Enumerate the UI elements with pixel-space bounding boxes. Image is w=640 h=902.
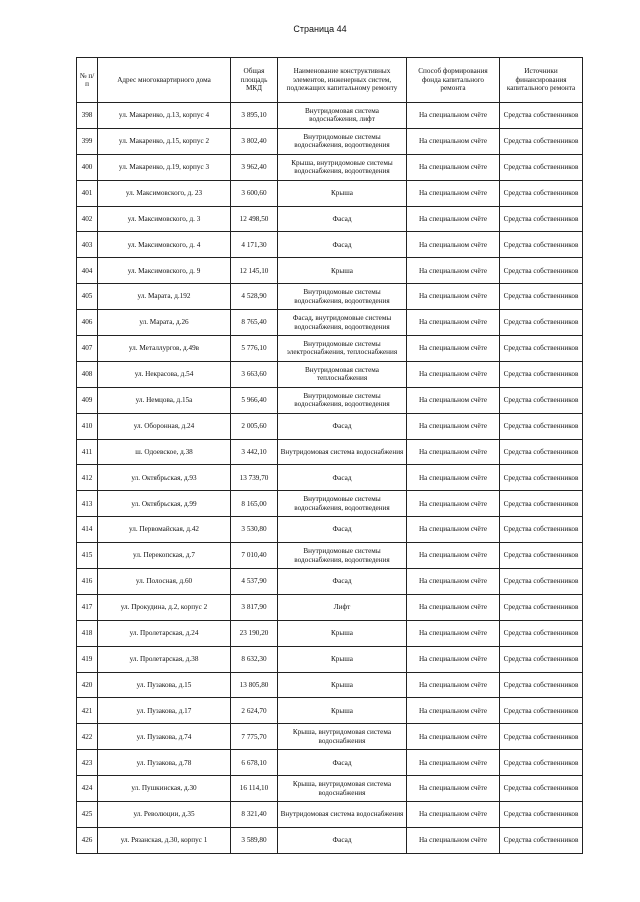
fund-method-cell: На специальном счёте (407, 491, 500, 517)
fund-method-cell: На специальном счёте (407, 310, 500, 336)
row-number-cell: 405 (77, 284, 98, 310)
table-row (77, 594, 583, 620)
repair-elements-cell: Крыша (278, 698, 407, 724)
address-cell: ул. Марата, д.192 (98, 284, 231, 310)
funding-source-cell: Средства собственников (500, 361, 583, 387)
funding-source-cell: Средства собственников (500, 336, 583, 362)
table-row (77, 232, 583, 258)
table-row (77, 491, 583, 517)
address-cell: ул. Марата, д.26 (98, 310, 231, 336)
funding-source-cell: Средства собственников (500, 103, 583, 129)
fund-method-cell: На специальном счёте (407, 206, 500, 232)
row-number-cell: 425 (77, 802, 98, 828)
repair-elements-cell: Крыша (278, 646, 407, 672)
address-cell: ул. Максимовского, д. 9 (98, 258, 231, 284)
funding-source-cell: Средства собственников (500, 310, 583, 336)
repair-elements-cell: Крыша (278, 620, 407, 646)
address-cell: ул. Пузакова, д.15 (98, 672, 231, 698)
row-number-cell: 415 (77, 543, 98, 569)
table-row (77, 439, 583, 465)
funding-source-cell: Средства собственников (500, 698, 583, 724)
fund-method-cell: На специальном счёте (407, 284, 500, 310)
address-cell: ул. Октябрьская, д.99 (98, 491, 231, 517)
funding-source-cell: Средства собственников (500, 465, 583, 491)
total-area-cell: 7 010,40 (231, 543, 278, 569)
col-header-elements: Наименование конструктивных элементов, инженерных систем, подлежащих капитальному ремонту (278, 58, 407, 103)
col-header-address: Адрес многоквартирного дома (98, 58, 231, 103)
funding-source-cell: Средства собственников (500, 180, 583, 206)
address-cell: ул. Перекопская, д.7 (98, 543, 231, 569)
row-number-cell: 424 (77, 776, 98, 802)
repair-elements-cell: Фасад (278, 206, 407, 232)
table-row (77, 413, 583, 439)
address-cell: ул. Оборонная, д.24 (98, 413, 231, 439)
row-number-cell: 421 (77, 698, 98, 724)
row-number-cell: 408 (77, 361, 98, 387)
funding-source-cell: Средства собственников (500, 672, 583, 698)
table-row (77, 361, 583, 387)
funding-source-cell: Средства собственников (500, 491, 583, 517)
fund-method-cell: На специальном счёте (407, 776, 500, 802)
table-header-row (77, 58, 583, 103)
total-area-cell: 23 190,20 (231, 620, 278, 646)
funding-source-cell: Средства собственников (500, 258, 583, 284)
funding-source-cell: Средства собственников (500, 620, 583, 646)
address-cell: ул. Максимовского, д. 3 (98, 206, 231, 232)
table-row (77, 336, 583, 362)
total-area-cell: 4 537,90 (231, 569, 278, 595)
funding-source-cell: Средства собственников (500, 439, 583, 465)
repair-elements-cell: Крыша (278, 180, 407, 206)
fund-method-cell: На специальном счёте (407, 103, 500, 129)
total-area-cell: 3 442,10 (231, 439, 278, 465)
fund-method-cell: На специальном счёте (407, 827, 500, 853)
total-area-cell: 2 005,60 (231, 413, 278, 439)
table-row (77, 258, 583, 284)
funding-source-cell: Средства собственников (500, 206, 583, 232)
row-number-cell: 407 (77, 336, 98, 362)
row-number-cell: 400 (77, 154, 98, 180)
address-cell: ул. Немцова, д.15а (98, 387, 231, 413)
address-cell: ул. Полосная, д.60 (98, 569, 231, 595)
total-area-cell: 12 498,50 (231, 206, 278, 232)
address-cell: ул. Пролетарская, д.24 (98, 620, 231, 646)
total-area-cell: 7 775,70 (231, 724, 278, 750)
funding-source-cell: Средства собственников (500, 750, 583, 776)
repair-elements-cell: Внутридомовые системы водоснабжения, водоотведения (278, 491, 407, 517)
funding-source-cell: Средства собственников (500, 413, 583, 439)
col-header-area: Общая площадь МКД (231, 58, 278, 103)
row-number-cell: 398 (77, 103, 98, 129)
address-cell: ул. Пузакова, д.74 (98, 724, 231, 750)
table-row (77, 646, 583, 672)
funding-source-cell: Средства собственников (500, 594, 583, 620)
table-row (77, 284, 583, 310)
row-number-cell: 403 (77, 232, 98, 258)
address-cell: ул. Революции, д.35 (98, 802, 231, 828)
table-row (77, 128, 583, 154)
total-area-cell: 4 528,90 (231, 284, 278, 310)
repair-elements-cell: Фасад (278, 413, 407, 439)
funding-source-cell: Средства собственников (500, 232, 583, 258)
fund-method-cell: На специальном счёте (407, 750, 500, 776)
total-area-cell: 3 962,40 (231, 154, 278, 180)
total-area-cell: 13 805,80 (231, 672, 278, 698)
fund-method-cell: На специальном счёте (407, 465, 500, 491)
row-number-cell: 404 (77, 258, 98, 284)
row-number-cell: 420 (77, 672, 98, 698)
capital-repair-table (76, 57, 583, 854)
repair-elements-cell: Фасад (278, 232, 407, 258)
total-area-cell: 6 678,10 (231, 750, 278, 776)
fund-method-cell: На специальном счёте (407, 336, 500, 362)
funding-source-cell: Средства собственников (500, 724, 583, 750)
fund-method-cell: На специальном счёте (407, 180, 500, 206)
repair-elements-cell: Фасад, внутридомовые системы водоснабжения, водоотведения (278, 310, 407, 336)
row-number-cell: 416 (77, 569, 98, 595)
col-header-number: № п/п (77, 58, 98, 103)
table-row (77, 827, 583, 853)
total-area-cell: 8 165,00 (231, 491, 278, 517)
table-row (77, 569, 583, 595)
row-number-cell: 401 (77, 180, 98, 206)
repair-elements-cell: Крыша, внутридомовая система водоснабжения (278, 776, 407, 802)
funding-source-cell: Средства собственников (500, 387, 583, 413)
row-number-cell: 406 (77, 310, 98, 336)
repair-elements-cell: Фасад (278, 517, 407, 543)
address-cell: ул. Первомайская, д.42 (98, 517, 231, 543)
funding-source-cell: Средства собственников (500, 517, 583, 543)
table-row (77, 103, 583, 129)
fund-method-cell: На специальном счёте (407, 620, 500, 646)
funding-source-cell: Средства собственников (500, 802, 583, 828)
address-cell: ул. Макаренко, д.15, корпус 2 (98, 128, 231, 154)
page-number-header: Страница 44 (293, 24, 347, 34)
repair-elements-cell: Внутридомовые системы водоснабжения, водоотведения (278, 387, 407, 413)
fund-method-cell: На специальном счёте (407, 569, 500, 595)
repair-elements-cell: Внутридомовые системы электроснабжения, теплоснабжения (278, 336, 407, 362)
total-area-cell: 12 145,10 (231, 258, 278, 284)
fund-method-cell: На специальном счёте (407, 439, 500, 465)
row-number-cell: 422 (77, 724, 98, 750)
address-cell: ул. Пушкинская, д.30 (98, 776, 231, 802)
table-row (77, 180, 583, 206)
table-row (77, 750, 583, 776)
repair-elements-cell: Крыша (278, 672, 407, 698)
row-number-cell: 402 (77, 206, 98, 232)
col-header-funding-source: Источники финансирования капитального ремонта (500, 58, 583, 103)
fund-method-cell: На специальном счёте (407, 672, 500, 698)
table-row (77, 154, 583, 180)
table-row (77, 387, 583, 413)
repair-elements-cell: Внутридомовые системы водоснабжения, водоотведения (278, 284, 407, 310)
address-cell: ул. Макаренко, д.19, корпус 3 (98, 154, 231, 180)
row-number-cell: 413 (77, 491, 98, 517)
total-area-cell: 16 114,10 (231, 776, 278, 802)
repair-elements-cell: Внутридомовая система водоснабжения, лифт (278, 103, 407, 129)
table-row (77, 802, 583, 828)
row-number-cell: 409 (77, 387, 98, 413)
fund-method-cell: На специальном счёте (407, 387, 500, 413)
total-area-cell: 4 171,30 (231, 232, 278, 258)
row-number-cell: 426 (77, 827, 98, 853)
address-cell: ул. Прокудина, д.2, корпус 2 (98, 594, 231, 620)
row-number-cell: 417 (77, 594, 98, 620)
repair-elements-cell: Фасад (278, 827, 407, 853)
address-cell: ул. Металлургов, д.49в (98, 336, 231, 362)
repair-elements-cell: Фасад (278, 465, 407, 491)
table-row (77, 543, 583, 569)
repair-elements-cell: Крыша, внутридомовые системы водоснабжения, водоотведения (278, 154, 407, 180)
table-row (77, 776, 583, 802)
fund-method-cell: На специальном счёте (407, 802, 500, 828)
repair-elements-cell: Внутридомовая система теплоснабжения (278, 361, 407, 387)
total-area-cell: 8 632,30 (231, 646, 278, 672)
repair-elements-cell: Внутридомовая система водоснабжения (278, 439, 407, 465)
repair-elements-cell: Крыша (278, 258, 407, 284)
repair-elements-cell: Лифт (278, 594, 407, 620)
table-row (77, 620, 583, 646)
table-row (77, 465, 583, 491)
col-header-fund-method: Способ формирования фонда капитального ремонта (407, 58, 500, 103)
table-header (77, 58, 583, 103)
table-row (77, 310, 583, 336)
fund-method-cell: На специальном счёте (407, 361, 500, 387)
row-number-cell: 418 (77, 620, 98, 646)
table-row (77, 672, 583, 698)
fund-method-cell: На специальном счёте (407, 128, 500, 154)
address-cell: ул. Максимовского, д. 23 (98, 180, 231, 206)
fund-method-cell: На специальном счёте (407, 646, 500, 672)
table-row (77, 724, 583, 750)
funding-source-cell: Средства собственников (500, 827, 583, 853)
address-cell: ул. Октябрьская, д.93 (98, 465, 231, 491)
address-cell: ул. Пролетарская, д.38 (98, 646, 231, 672)
fund-method-cell: На специальном счёте (407, 698, 500, 724)
row-number-cell: 410 (77, 413, 98, 439)
repair-elements-cell: Внутридомовые системы водоснабжения, водоотведения (278, 543, 407, 569)
funding-source-cell: Средства собственников (500, 543, 583, 569)
address-cell: ул. Пузакова, д.78 (98, 750, 231, 776)
fund-method-cell: На специальном счёте (407, 232, 500, 258)
repair-elements-cell: Фасад (278, 750, 407, 776)
total-area-cell: 3 895,10 (231, 103, 278, 129)
funding-source-cell: Средства собственников (500, 154, 583, 180)
address-cell: ул. Некрасова, д.54 (98, 361, 231, 387)
table-row (77, 698, 583, 724)
total-area-cell: 13 739,70 (231, 465, 278, 491)
row-number-cell: 399 (77, 128, 98, 154)
address-cell: ш. Одоевское, д.38 (98, 439, 231, 465)
repair-elements-cell: Внутридомовая система водоснабжения (278, 802, 407, 828)
total-area-cell: 3 663,60 (231, 361, 278, 387)
fund-method-cell: На специальном счёте (407, 413, 500, 439)
total-area-cell: 3 802,40 (231, 128, 278, 154)
fund-method-cell: На специальном счёте (407, 594, 500, 620)
fund-method-cell: На специальном счёте (407, 724, 500, 750)
funding-source-cell: Средства собственников (500, 284, 583, 310)
table-row (77, 206, 583, 232)
address-cell: ул. Рязанская, д.30, корпус 1 (98, 827, 231, 853)
repair-elements-cell: Внутридомовые системы водоснабжения, водоотведения (278, 128, 407, 154)
total-area-cell: 3 817,90 (231, 594, 278, 620)
total-area-cell: 8 321,40 (231, 802, 278, 828)
address-cell: ул. Пузакова, д.17 (98, 698, 231, 724)
fund-method-cell: На специальном счёте (407, 543, 500, 569)
total-area-cell: 5 966,40 (231, 387, 278, 413)
address-cell: ул. Максимовского, д. 4 (98, 232, 231, 258)
table-body (77, 103, 583, 854)
funding-source-cell: Средства собственников (500, 569, 583, 595)
table-row (77, 517, 583, 543)
row-number-cell: 423 (77, 750, 98, 776)
total-area-cell: 5 776,10 (231, 336, 278, 362)
repair-elements-cell: Фасад (278, 569, 407, 595)
total-area-cell: 2 624,70 (231, 698, 278, 724)
fund-method-cell: На специальном счёте (407, 517, 500, 543)
total-area-cell: 8 765,40 (231, 310, 278, 336)
address-cell: ул. Макаренко, д.13, корпус 4 (98, 103, 231, 129)
fund-method-cell: На специальном счёте (407, 154, 500, 180)
row-number-cell: 414 (77, 517, 98, 543)
total-area-cell: 3 600,60 (231, 180, 278, 206)
total-area-cell: 3 530,80 (231, 517, 278, 543)
total-area-cell: 3 589,80 (231, 827, 278, 853)
row-number-cell: 419 (77, 646, 98, 672)
funding-source-cell: Средства собственников (500, 128, 583, 154)
funding-source-cell: Средства собственников (500, 646, 583, 672)
fund-method-cell: На специальном счёте (407, 258, 500, 284)
row-number-cell: 411 (77, 439, 98, 465)
funding-source-cell: Средства собственников (500, 776, 583, 802)
repair-elements-cell: Крыша, внутридомовая система водоснабжения (278, 724, 407, 750)
row-number-cell: 412 (77, 465, 98, 491)
